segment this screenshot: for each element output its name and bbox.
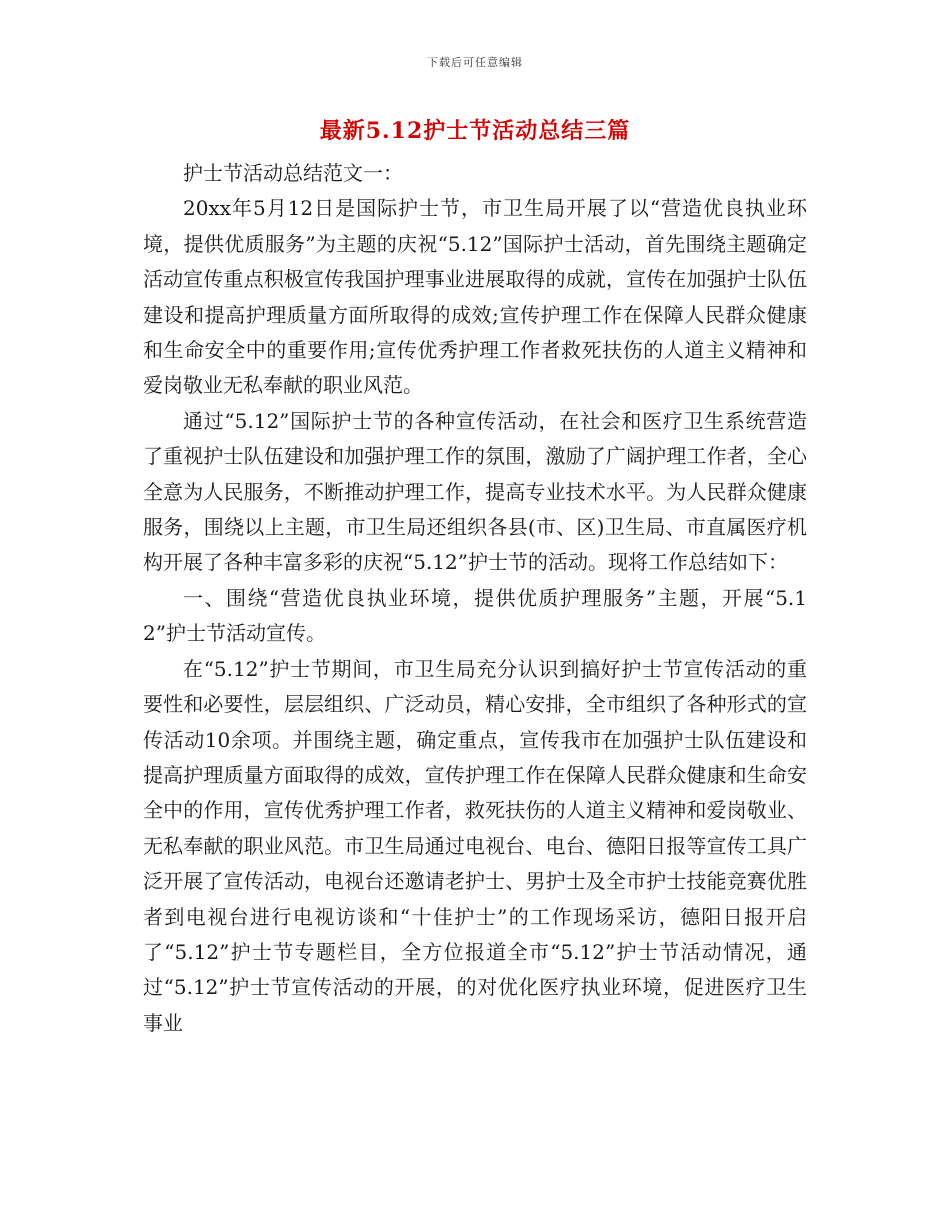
document-body (143, 156, 807, 1041)
paragraph-heading-one: 一、围绕“营造优良执业环境，提供优质护理服务”主题，开展“5.12”护士节活动宣传。 (143, 585, 807, 646)
paragraph-overview: 通过“5.12”国际护士节的各种宣传活动，在社会和医疗卫生系统营造了重视护士队伍建设和加强护理工作的氛围，激励了广阔护理工作者，全心全意为人民服务，不断推动护理工作，提高专业技术水平。为人民群众健康服务，围绕以上主题，市卫生局还组织各县(市、区)卫生局、市直属医疗机构开展了各种丰富多彩的庆祝“5.12”护士节的活动。现将工作总结如下： (143, 408, 807, 575)
document-title: 最新5.12护士节活动总结三篇 (319, 118, 631, 144)
paragraph-publicity: 在“5.12”护士节期间，市卫生局充分认识到搞好护士节宣传活动的重要性和必要性，层层组织、广泛动员，精心安排，全市组织了各种形式的宣传活动10余项。并围绕主题，确定重点，宣传我市在加强护士队伍建设和提高护理质量方面取得的成效，宣传护理工作在保障人民群众健康和生命安全中的作用，宣传优秀护理工作者，救死扶伤的人道主义精神和爱岗敬业、无私奉献的职业风范。市卫生局通过电视台、电台、德阳日报等宣传工具广泛开展了宣传活动，电视台还邀请老护士、男护士及全市护士技能竞赛优胜者到电视台进行电视访谈和“十佳护士”的工作现场采访，德阳日报开启了“5.12”护士节专题栏目，全方位报道全市“5.12”护士节活动情况，通过“5.12”护士节宣传活动的开展，的对优化医疗执业环境，促进医疗卫生事业 (143, 656, 807, 1035)
header-note: 下载后可任意编辑 (427, 56, 523, 69)
paragraph-section-label: 护士节活动总结范文一： (183, 161, 403, 185)
paragraph-intro: 20xx年5月12日是国际护士节，市卫生局开展了以“营造优良执业环境，提供优质服务”为主题的庆祝“5.12”国际护士活动，首先围绕主题确定活动宣传重点积极宣传我国护理事业进展取得的成就，宣传在加强护士队伍建设和提高护理质量方面所取得的成效;宣传护理工作在保障人民群众健康和生命安全中的重要作用;宣传优秀护理工作者救死扶伤的人道主义精神和爱岗敬业无私奉献的职业风范。 (143, 196, 807, 398)
